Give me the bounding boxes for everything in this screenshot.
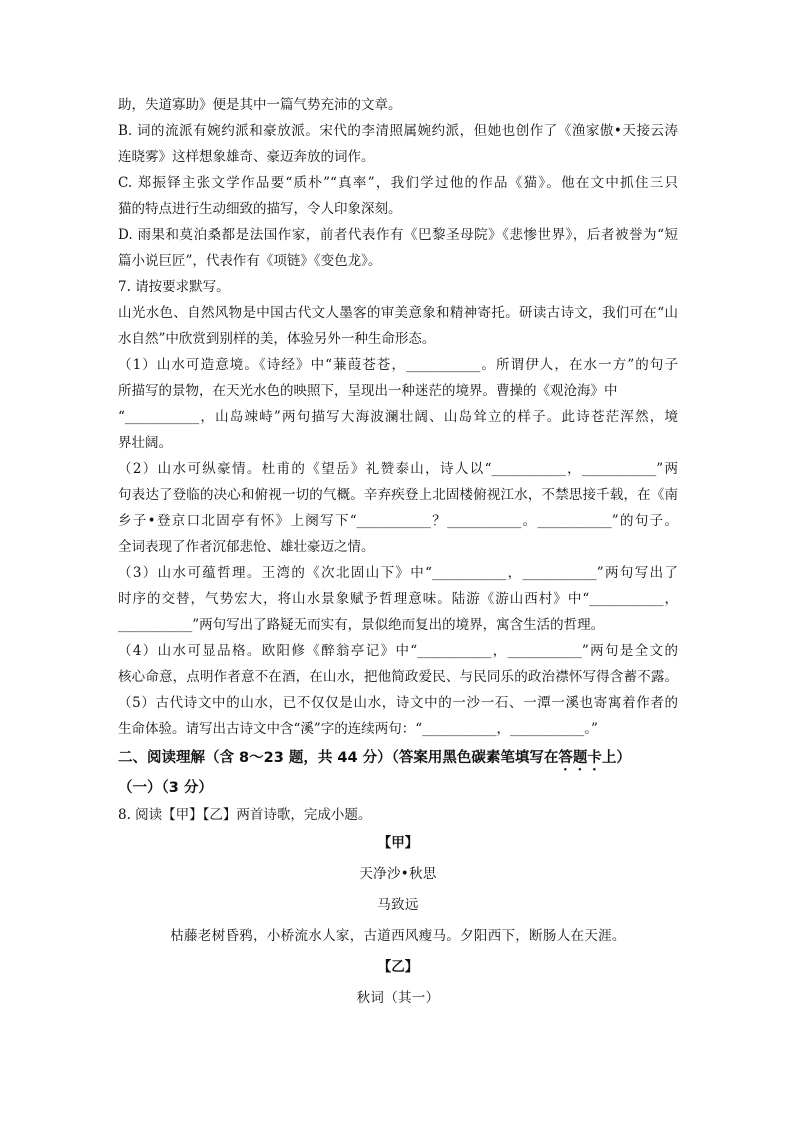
fill-blank-line: ___________”两句写出了路疑无而实有，景似绝而复出的境界，寓含生活的哲理。 [118, 617, 605, 633]
fill-blank-line: 乡子•登京口北固亭有怀》上阕写下“___________？___________。___________”的句子。 [118, 513, 678, 529]
poem-jia-label: 【甲】 [377, 835, 419, 851]
fill-blank-line: （4）山水可显品格。欧阳修《醉翁亭记》中“___________，___________”两句是全文的 [118, 643, 678, 659]
poem-yi-title: 秋词（其一） [356, 990, 440, 1006]
text-line: 篇小说巨匠”，代表作有《项链》《变色龙》。 [118, 253, 382, 269]
section-2-title-text: 二、阅读理解（含 8～23 题，共 44 分）（答案用黑色碳素笔填写在 [118, 750, 559, 766]
fill-blank-line: （2）山水可纵豪情。杜甫的《望岳》礼赞泰山，诗人以“___________，___________”两 [118, 461, 678, 477]
answer-card-emphasis: 答题卡 [558, 750, 602, 766]
question-7-heading: 7. 请按要求默写。 [118, 279, 230, 295]
poem-jia-text: 枯藤老树昏鸦，小桥流水人家，古道西风瘦马。夕阳西下，断肠人在天涯。 [170, 928, 626, 944]
fill-blank-line: 时序的交替，气势宏大，将山水景象赋予哲理意味。陆游《游山西村》中“___________， [118, 591, 678, 607]
fill-blank-line: 生命体验。请写出古诗文中含“溪”字的连续两句：“___________，___________。” [118, 721, 598, 737]
fill-blank-line: （1）山水可造意境。《诗经》中“蒹葭苍苍，___________。所谓伊人，在水一方”的句子 [118, 357, 678, 373]
text-line: 猫的特点进行生动细致的描写，令人印象深刻。 [118, 201, 402, 217]
poem-yi-label: 【乙】 [377, 959, 419, 975]
text-line: 句表达了登临的决心和俯视一切的气概。辛弃疾登上北固楼俯视江水，不禁思接千载，在《南 [118, 487, 678, 503]
poem-jia-title: 天净沙•秋思 [359, 866, 437, 882]
option-b-line: B. 词的流派有婉约派和豪放派。宋代的李清照属婉约派，但她也创作了《渔家傲•天接云涛 [118, 123, 678, 139]
subsection-title: （一）（3 分） [118, 780, 213, 796]
text-line: 助，失道寡助》便是其中一篇气势充沛的文章。 [118, 97, 402, 113]
text-line: 全词表现了作者沉郁悲怆、雄壮豪迈之情。 [118, 539, 375, 555]
fill-blank-line: “___________，山岛竦峙”两句描写大海波澜壮阔、山岛耸立的样子。此诗苍茫浑然，境 [118, 409, 678, 425]
question-8-heading: 8. 阅读【甲】【乙】两首诗歌，完成小题。 [118, 807, 372, 823]
poem-jia-author: 马致远 [377, 897, 419, 913]
text-line: 界壮阔。 [118, 435, 172, 451]
text-line: 核心命意，点明作者意不在酒，在山水，把他简政爱民、与民同乐的政治襟怀写得含蓄不露。 [118, 669, 678, 685]
section-2-title-end: 上） [601, 750, 631, 766]
fill-blank-line: （3）山水可蕴哲理。王湾的《次北固山下》中“___________，___________”两句写出了 [118, 565, 678, 581]
text-line: 水自然”中欣赏到别样的美，体验另外一种生命形态。 [118, 331, 436, 347]
option-d-line: D. 雨果和莫泊桑都是法国作家，前者代表作有《巴黎圣母院》《悲惨世界》，后者被誉为“短 [118, 227, 678, 243]
text-line: 山光水色、自然风物是中国古代文人墨客的审美意象和精神寄托。研读古诗文，我们可在“山 [118, 305, 678, 321]
text-line: （5）古代诗文中的山水，已不仅仅是山水，诗文中的一沙一石、一潭一溪也寄寓着作者的 [118, 695, 678, 711]
text-line: 连晓雾》这样想象雄奇、豪迈奔放的词作。 [118, 149, 375, 165]
text-line: 所描写的景物，在天光水色的映照下，呈现出一种迷茫的境界。曹操的《观沧海》中 [118, 383, 618, 399]
section-2-title [118, 744, 678, 772]
document-page [118, 92, 678, 1014]
option-c-line: C. 郑振铎主张文学作品要“质朴”“真率”，我们学过他的作品《猫》。他在文中抓住三只 [118, 175, 678, 191]
